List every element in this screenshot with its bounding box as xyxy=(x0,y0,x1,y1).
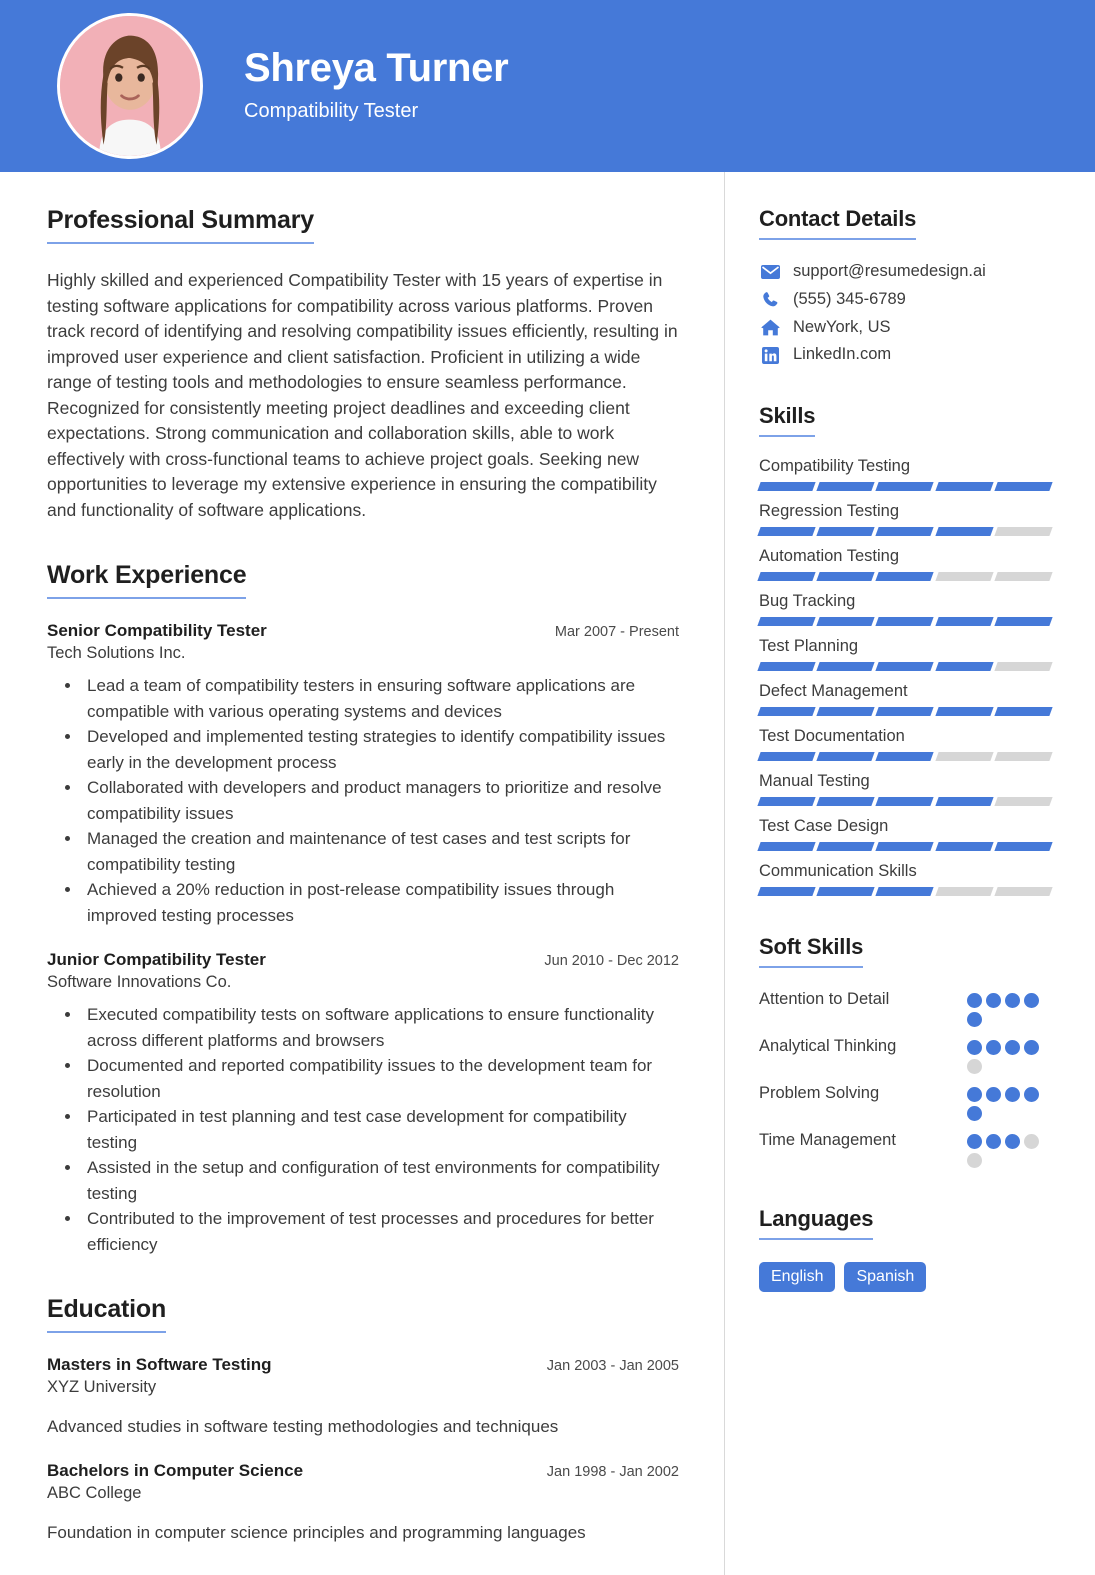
education-list xyxy=(47,1355,679,1545)
contact-item[interactable] xyxy=(759,345,1051,365)
experience-role: Junior Compatibility Tester xyxy=(47,950,266,969)
experience-bullet-list xyxy=(47,673,679,928)
education-entry xyxy=(47,1355,679,1439)
skill-item xyxy=(759,682,1051,716)
skill-rating-segment xyxy=(817,662,875,671)
experience-bullet: • Documented and reported compatibility issues to the development team for resolution xyxy=(82,1053,679,1104)
skill-rating-segment xyxy=(876,617,934,626)
contact-value: LinkedIn.com xyxy=(793,345,892,364)
soft-skill-rating-dot xyxy=(1024,1040,1039,1055)
skill-item xyxy=(759,502,1051,536)
skill-rating-segment xyxy=(817,482,875,491)
skill-name: Compatibility Testing xyxy=(759,457,911,476)
contact-value: (555) 345-6789 xyxy=(793,289,906,308)
education-date: Jan 2003 - Jan 2005 xyxy=(546,1358,679,1374)
skill-name: Regression Testing xyxy=(759,502,900,521)
skill-rating-segment xyxy=(994,752,1052,761)
soft-skill-rating-dot xyxy=(967,1106,982,1121)
experience-date: Jun 2010 - Dec 2012 xyxy=(544,953,679,969)
contact-item[interactable] xyxy=(759,290,1051,310)
skill-rating-bar xyxy=(759,572,1051,581)
envelope-icon xyxy=(759,263,781,281)
soft-skill-rating-dots xyxy=(967,1129,1051,1168)
skill-rating-segment xyxy=(935,662,993,671)
skill-name: Communication Skills xyxy=(759,861,917,880)
skill-rating-segment xyxy=(817,752,875,761)
soft-skill-rating-dots xyxy=(967,988,1051,1027)
soft-skill-item xyxy=(759,1035,1051,1074)
section-title-contact: Contact Details xyxy=(759,206,916,240)
skill-rating-segment xyxy=(935,617,993,626)
skill-rating-segment xyxy=(935,572,993,581)
resume-body xyxy=(0,172,1095,1575)
soft-skill-name: Problem Solving xyxy=(759,1083,880,1102)
skill-rating-segment xyxy=(817,572,875,581)
experience-entry xyxy=(47,621,679,928)
skill-name: Automation Testing xyxy=(759,547,900,566)
skill-rating-segment xyxy=(876,752,934,761)
experience-bullet: • Collaborated with developers and product managers to prioritize and resolve compatibility issues xyxy=(82,775,679,826)
education-entry xyxy=(47,1461,679,1545)
language-chip[interactable]: Spanish xyxy=(844,1262,926,1293)
section-title-experience: Work Experience xyxy=(47,561,246,599)
skill-rating-segment xyxy=(876,662,934,671)
skill-name: Manual Testing xyxy=(759,771,870,790)
section-work-experience xyxy=(47,561,679,1257)
skill-rating-segment xyxy=(876,572,934,581)
skill-rating-segment xyxy=(757,662,815,671)
skill-rating-segment xyxy=(994,662,1052,671)
skill-rating-bar xyxy=(759,887,1051,896)
skill-rating-segment xyxy=(757,482,815,491)
main-column xyxy=(0,172,725,1575)
soft-skill-rating-dot xyxy=(986,993,1001,1008)
phone-icon xyxy=(759,291,781,309)
soft-skill-rating-dot xyxy=(986,1087,1001,1102)
soft-skill-rating-dot xyxy=(1024,993,1039,1008)
skill-rating-segment xyxy=(817,842,875,851)
experience-role: Senior Compatibility Tester xyxy=(47,621,267,640)
resume-header xyxy=(0,0,1095,172)
section-skills xyxy=(759,403,1051,896)
skill-item xyxy=(759,637,1051,671)
experience-bullet: • Contributed to the improvement of test processes and procedures for better efficiency xyxy=(82,1206,679,1257)
contact-list xyxy=(759,262,1051,365)
skill-rating-segment xyxy=(994,572,1052,581)
soft-skill-rating-dots xyxy=(967,1035,1051,1074)
candidate-title: Compatibility Tester xyxy=(244,100,419,122)
soft-skill-name: Analytical Thinking xyxy=(759,1036,897,1055)
skill-rating-segment xyxy=(994,707,1052,716)
summary-text: Highly skilled and experienced Compatibility Tester with 15 years of expertise in testing software applications for compatibility across various platforms. Proven track record of identifying and resolving compatibility issues efficiently, resulting in improved user experience and client satisfaction. Proficient in utilizing a wide range of testing tools and methodologies to ensure seamless performance. Recognized for consistently meeting project deadlines and exceeding client expectations. Strong communication and collaboration skills, able to work effectively with cross-functional teams to achieve project goals. Seeking new opportunities to leverage my extensive experience in ensuring the compatibility and functionality of software applications. xyxy=(47,270,678,520)
skill-rating-bar xyxy=(759,662,1051,671)
soft-skill-rating-dot xyxy=(1005,1134,1020,1149)
soft-skill-item xyxy=(759,1129,1051,1168)
skill-rating-segment xyxy=(994,797,1052,806)
soft-skill-item xyxy=(759,1082,1051,1121)
education-school: ABC College xyxy=(47,1484,142,1502)
skill-rating-segment xyxy=(757,842,815,851)
skill-name: Test Case Design xyxy=(759,816,889,835)
skill-rating-segment xyxy=(876,797,934,806)
contact-item[interactable] xyxy=(759,318,1051,338)
section-professional-summary xyxy=(47,206,679,523)
education-date: Jan 1998 - Jan 2002 xyxy=(546,1464,679,1480)
soft-skill-rating-dot xyxy=(1024,1087,1039,1102)
experience-bullet: • Assisted in the setup and configuration of test environments for compatibility testing xyxy=(82,1155,679,1206)
soft-skill-rating-dot xyxy=(1005,1087,1020,1102)
skill-item xyxy=(759,772,1051,806)
skill-rating-segment xyxy=(817,527,875,536)
section-education xyxy=(47,1295,679,1545)
skill-rating-segment xyxy=(757,707,815,716)
soft-skill-rating-dot xyxy=(967,1059,982,1074)
skill-rating-segment xyxy=(994,482,1052,491)
skill-rating-segment xyxy=(935,887,993,896)
skill-rating-segment xyxy=(757,887,815,896)
skill-rating-bar xyxy=(759,797,1051,806)
skill-list xyxy=(759,457,1051,896)
experience-bullet-list xyxy=(47,1002,679,1257)
skill-name: Test Planning xyxy=(759,637,859,656)
education-entry-header xyxy=(47,1461,679,1481)
linkedin-icon xyxy=(759,346,781,364)
skill-item xyxy=(759,817,1051,851)
person-photo-icon xyxy=(60,16,200,156)
experience-entry-header xyxy=(47,950,679,970)
experience-entry-header xyxy=(47,621,679,641)
skill-item xyxy=(759,457,1051,491)
contact-value: support@resumedesign.ai xyxy=(793,262,986,280)
skill-rating-bar xyxy=(759,617,1051,626)
section-languages xyxy=(759,1206,1051,1293)
sidebar-column xyxy=(725,172,1095,1575)
soft-skill-list xyxy=(759,988,1051,1168)
skill-rating-segment xyxy=(994,842,1052,851)
skill-name: Defect Management xyxy=(759,682,908,701)
skill-name: Bug Tracking xyxy=(759,592,856,611)
soft-skill-rating-dot xyxy=(1005,993,1020,1008)
skill-rating-segment xyxy=(757,617,815,626)
language-chip[interactable]: English xyxy=(759,1262,835,1293)
section-title-summary: Professional Summary xyxy=(47,206,314,244)
section-soft-skills xyxy=(759,934,1051,1168)
soft-skill-rating-dot xyxy=(986,1040,1001,1055)
soft-skill-rating-dot xyxy=(967,1040,982,1055)
education-entry-header xyxy=(47,1355,679,1375)
experience-organization: Software Innovations Co. xyxy=(47,973,232,991)
experience-date: Mar 2007 - Present xyxy=(554,624,679,640)
skill-rating-segment xyxy=(994,527,1052,536)
skill-item xyxy=(759,547,1051,581)
experience-bullet: • Achieved a 20% reduction in post-release compatibility issues through improved testing processes xyxy=(82,877,679,928)
skill-rating-segment xyxy=(994,617,1052,626)
soft-skill-rating-dots xyxy=(967,1082,1051,1121)
experience-bullet: • Developed and implemented testing strategies to identify compatibility issues early in the development process xyxy=(82,724,679,775)
skill-rating-segment xyxy=(935,842,993,851)
soft-skill-rating-dot xyxy=(967,1134,982,1149)
skill-rating-segment xyxy=(935,797,993,806)
education-degree: Masters in Software Testing xyxy=(47,1355,272,1374)
skill-rating-segment xyxy=(935,482,993,491)
avatar xyxy=(57,13,203,159)
experience-entry xyxy=(47,950,679,1257)
soft-skill-rating-dot xyxy=(1005,1040,1020,1055)
skill-name: Test Documentation xyxy=(759,727,905,745)
skill-rating-segment xyxy=(876,527,934,536)
experience-bullet: • Managed the creation and maintenance of test cases and test scripts for compatibility testing xyxy=(82,826,679,877)
language-list xyxy=(759,1262,1051,1293)
soft-skill-name: Attention to Detail xyxy=(759,989,890,1008)
skill-rating-segment xyxy=(817,617,875,626)
skill-rating-segment xyxy=(994,887,1052,896)
contact-value: NewYork, US xyxy=(793,317,891,336)
section-title-education: Education xyxy=(47,1295,166,1333)
home-icon xyxy=(759,318,781,336)
skill-rating-segment xyxy=(817,797,875,806)
experience-bullet: • Lead a team of compatibility testers in ensuring software applications are compatible with various operating systems and devices xyxy=(82,673,679,724)
education-degree: Bachelors in Computer Science xyxy=(47,1461,304,1480)
section-title-languages: Languages xyxy=(759,1206,873,1240)
candidate-name: Shreya Turner xyxy=(244,46,509,90)
skill-rating-segment xyxy=(935,527,993,536)
skill-rating-segment xyxy=(876,842,934,851)
skill-rating-segment xyxy=(876,707,934,716)
experience-organization: Tech Solutions Inc. xyxy=(47,644,186,662)
skill-rating-bar xyxy=(759,527,1051,536)
soft-skill-rating-dot xyxy=(967,1087,982,1102)
soft-skill-rating-dot xyxy=(967,1012,982,1027)
skill-rating-segment xyxy=(935,707,993,716)
section-title-skills: Skills xyxy=(759,403,815,437)
skill-rating-segment xyxy=(876,887,934,896)
skill-rating-segment xyxy=(935,752,993,761)
skill-item xyxy=(759,727,1051,761)
education-school: XYZ University xyxy=(47,1378,157,1396)
experience-bullet: • Executed compatibility tests on software applications to ensure functionality across different platforms and browsers xyxy=(82,1002,679,1053)
skill-rating-bar xyxy=(759,842,1051,851)
soft-skill-rating-dot xyxy=(967,993,982,1008)
soft-skill-name: Time Management xyxy=(759,1130,896,1149)
contact-item[interactable] xyxy=(759,262,1051,282)
experience-bullet: • Participated in test planning and test case development for compatibility testing xyxy=(82,1104,679,1155)
skill-rating-segment xyxy=(757,572,815,581)
skill-rating-segment xyxy=(876,482,934,491)
soft-skill-item xyxy=(759,988,1051,1027)
skill-item xyxy=(759,862,1051,896)
skill-rating-bar xyxy=(759,482,1051,491)
skill-rating-bar xyxy=(759,752,1051,761)
section-title-soft-skills: Soft Skills xyxy=(759,934,863,968)
skill-rating-segment xyxy=(817,887,875,896)
section-contact-details xyxy=(759,206,1051,365)
soft-skill-rating-dot xyxy=(986,1134,1001,1149)
skill-rating-segment xyxy=(757,752,815,761)
skill-item xyxy=(759,592,1051,626)
soft-skill-rating-dot xyxy=(967,1153,982,1168)
soft-skill-rating-dot xyxy=(1024,1134,1039,1149)
education-description: Foundation in computer science principles and programming languages xyxy=(47,1523,586,1542)
skill-rating-segment xyxy=(757,527,815,536)
education-description: Advanced studies in software testing methodologies and techniques xyxy=(47,1417,559,1436)
skill-rating-bar xyxy=(759,707,1051,716)
skill-rating-segment xyxy=(817,707,875,716)
skill-rating-segment xyxy=(757,797,815,806)
experience-list xyxy=(47,621,679,1257)
